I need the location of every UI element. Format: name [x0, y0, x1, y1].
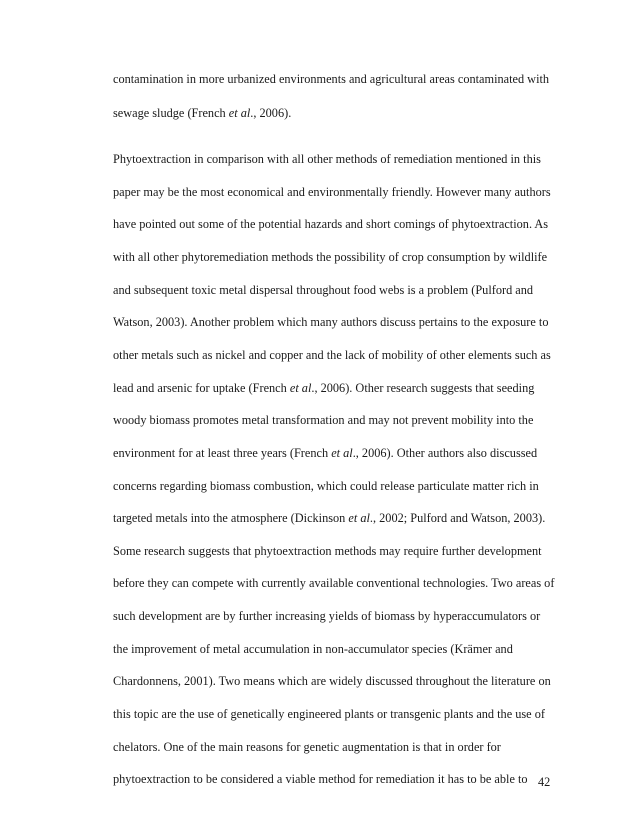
text-line: with all other phytoremediation methods the possibility of crop consumption by wildlife [113, 249, 548, 264]
text-line: the improvement of metal accumulation in non-accumulator species (Krämer and [113, 641, 513, 656]
text-line: Some research suggests that phytoextraction methods may require further development [113, 543, 542, 558]
text-line: have pointed out some of the potential hazards and short comings of phytoextraction. As [113, 217, 549, 232]
text-line: targeted metals into the atmosphere (Dickinson et al., 2002; Pulford and Watson, 2003). [113, 511, 546, 526]
text-line: before they can compete with currently available conventional technologies. Two areas of [113, 576, 555, 591]
page-number: 42 [538, 775, 551, 789]
text-line: Watson, 2003). Another problem which many authors discuss pertains to the exposure to [113, 315, 549, 330]
text-line: paper may be the most economical and environmentally friendly. However many authors [113, 184, 551, 199]
text-line: Chardonnens, 2001). Two means which are widely discussed throughout the literature on [113, 674, 551, 689]
text-line: this topic are the use of genetically engineered plants or transgenic plants and the use of [113, 707, 545, 722]
text-line: Phytoextraction in comparison with all other methods of remediation mentioned in this [113, 152, 541, 166]
text-line: contamination in more urbanized environments and agricultural areas contaminated with [113, 72, 550, 86]
italic-citation: et al [228, 106, 251, 120]
text-line: lead and arsenic for uptake (French et al., 2006). Other research suggests that seeding [113, 380, 535, 395]
text-line: environment for at least three years (French et al., 2006). Other authors also discussed [113, 445, 538, 460]
text-line: concerns regarding biomass combustion, which could release particulate matter rich in [113, 478, 539, 493]
text-line: and subsequent toxic metal dispersal throughout food webs is a problem (Pulford and [113, 282, 534, 297]
text-line: woody biomass promotes metal transformation and may not prevent mobility into the [113, 413, 534, 428]
text-line: such development are by further increasing yields of biomass by hyperaccumulators or [113, 609, 541, 624]
text-line: phytoextraction to be considered a viable method for remediation it has to be able to [113, 772, 528, 787]
italic-citation: et al [331, 445, 353, 460]
italic-citation: et al [348, 511, 370, 526]
text-line: other metals such as nickel and copper and the lack of mobility of other elements such as [113, 347, 551, 362]
text-line: chelators. One of the main reasons for genetic augmentation is that in order for [113, 739, 501, 754]
text-line: sewage sludge (French et al., 2006). [113, 106, 292, 120]
italic-citation: et al [289, 380, 312, 395]
